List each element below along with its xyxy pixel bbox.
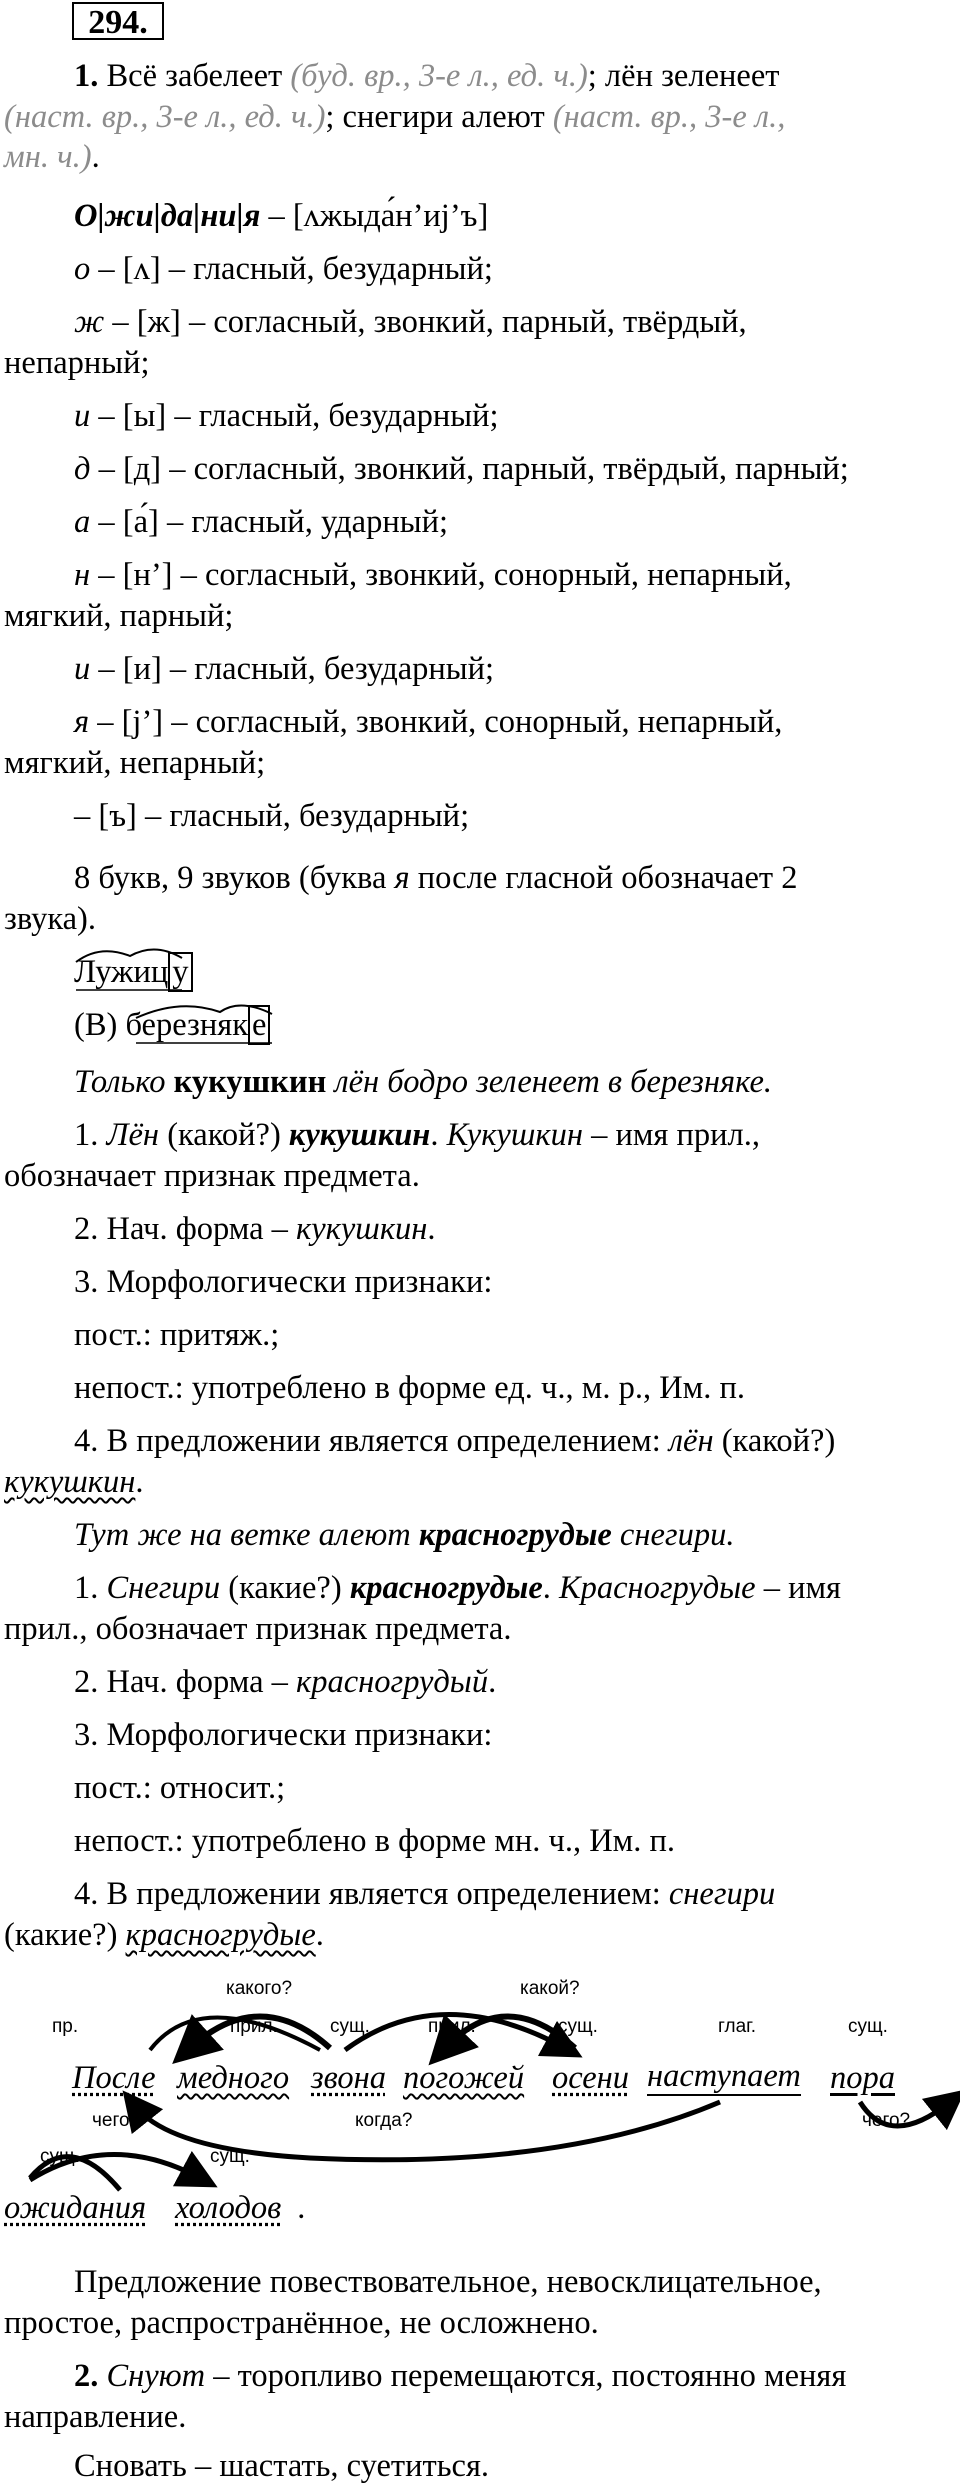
phonetic-description: – [д] – согласный, звонкий, парный, твёрдый, парный;	[90, 451, 849, 487]
phonetic-letter: о	[74, 251, 91, 287]
s2-i4-d: красногрудые	[125, 1917, 316, 1953]
question-4: когда?	[355, 2110, 413, 2131]
s1-i2-c: .	[427, 1211, 436, 1247]
s2-i4-b: снегири	[668, 1876, 776, 1912]
p1-note-b: (наст. вр., 3-е л., ед. ч.)	[4, 99, 326, 135]
s1-i4-a: 4. В предложении является определением:	[74, 1423, 669, 1459]
parse-word-2: медного	[177, 2060, 290, 2096]
pos-label-4: прил.	[428, 2016, 476, 2037]
s2-i1-d: .	[542, 1570, 559, 1606]
morph-word-1-ending: у	[168, 952, 192, 992]
s2-i4-c: (какие?)	[4, 1917, 126, 1953]
s2-i1-f: – имя	[755, 1570, 842, 1606]
task-number: 294.	[72, 2, 164, 40]
p2-word: Снуют	[106, 2358, 206, 2394]
s2-item-1-cont: прил., обозначает признак предмета.	[4, 1611, 512, 1647]
s2-i1-num: 1.	[74, 1570, 107, 1606]
phonetic-description: – [ы] – гласный, безударный;	[90, 398, 499, 434]
question-1: какого?	[226, 1978, 293, 1999]
s1-item-3-post: пост.: притяж.;	[74, 1317, 280, 1353]
summary-part-2: после гласной обозначает 2	[409, 860, 798, 896]
pos-label-2: прил.	[230, 2016, 278, 2037]
p2-synonyms: Сновать – шастать, суетиться.	[74, 2448, 490, 2484]
phonetic-description: – [ж] – согласный, звонкий, парный, твёрдый,	[104, 304, 747, 340]
pos-label-3: сущ.	[330, 2016, 370, 2037]
arrow-pora-right	[860, 2102, 950, 2126]
phonetic-letter: н	[74, 557, 91, 593]
phonetic-letter: и	[74, 398, 91, 434]
phonetic-description: – [а́] – гласный, ударный;	[90, 504, 449, 540]
s1-i4-e: .	[135, 1464, 144, 1500]
s2-i1-c: красногрудые	[349, 1570, 543, 1606]
morph-word-2-prep: (В)	[74, 1007, 126, 1043]
parse-word-4: погожей	[403, 2060, 525, 2096]
s1-i2-a: 2. Нач. форма –	[74, 1211, 297, 1247]
question-2: какой?	[520, 1978, 580, 1999]
parse-word-7: пора	[830, 2060, 895, 2096]
s2-i2-a: 2. Нач. форма –	[74, 1664, 297, 1700]
s2-c: снегири.	[611, 1517, 735, 1553]
s1-i1-a: Лён	[106, 1117, 160, 1153]
s1-item-3: 3. Морфологически признаки:	[74, 1264, 493, 1300]
parse-word-5: осени	[552, 2060, 630, 2096]
p1-note-c-1: (наст. вр., 3-е л.,	[552, 99, 786, 135]
phonetic-letter: я	[74, 704, 90, 740]
s2-i2-c: .	[488, 1664, 497, 1700]
pos-label-1: пр.	[52, 2016, 79, 2037]
phonetic-letter: ж	[74, 304, 105, 340]
pos-label-9: сущ.	[210, 2146, 250, 2167]
p2-number: 2.	[74, 2358, 107, 2394]
arrow-nastupaet-posle	[135, 2102, 720, 2160]
question-5: чего?	[862, 2110, 911, 2131]
s1-i1-e: Кукушкин	[446, 1117, 583, 1153]
s1-item-3-nepost: непост.: употреблено в форме ед. ч., м. р., Им. п.	[74, 1370, 746, 1406]
phonetic-description: – [н’] – согласный, звонкий, сонорный, непарный,	[90, 557, 792, 593]
s2-b: красногрудые	[418, 1517, 612, 1553]
pos-label-5: сущ.	[558, 2016, 598, 2037]
phonetic-summary-cont: звука).	[4, 901, 96, 937]
s1-i1-f: – имя прил.,	[582, 1117, 761, 1153]
pos-label-8: сущ.	[40, 2146, 80, 2167]
p1-period: .	[91, 139, 100, 175]
s2-i1-e: Красногрудые	[559, 1570, 756, 1606]
s1-i4-b: лён	[668, 1423, 714, 1459]
p1-number: 1.	[74, 58, 99, 94]
phonetic-description: – [j’] – согласный, звонкий, сонорный, непарный,	[89, 704, 783, 740]
s1-i1-c: кукушкин	[288, 1117, 431, 1153]
phonetic-word: О|жи|да|ни|я	[74, 198, 261, 234]
summary-letter: я	[394, 860, 410, 896]
morph-word-2-root: березняк	[125, 1007, 249, 1043]
parse-word-8: ожидания	[4, 2190, 147, 2226]
parse-word-9: холодов	[175, 2190, 282, 2226]
s1-i4-d: кукушкин	[4, 1464, 136, 1500]
conclusion-line-1: Предложение повествовательное, невосклицательное,	[74, 2264, 822, 2300]
p2-line-2: направление.	[4, 2399, 187, 2435]
s1-b: кукушкин	[173, 1064, 327, 1100]
s2-item-3: 3. Морфологически признаки:	[74, 1717, 493, 1753]
s2-i4-e: .	[315, 1917, 324, 1953]
s2-i1-a: Снегири	[106, 1570, 221, 1606]
s1-c: лён бодро зеленеет в березняке.	[326, 1064, 773, 1100]
s1-a: Только	[74, 1064, 174, 1100]
parse-word-6: наступает	[647, 2058, 801, 2094]
phonetic-letter: а	[74, 504, 91, 540]
s1-i1-b: (какой?)	[159, 1117, 289, 1153]
morph-word-2-ending: е	[248, 1005, 270, 1045]
p1-phrase-a: Всё забелеет	[106, 58, 283, 94]
parse-period: .	[298, 2190, 307, 2226]
parse-word-1: После	[72, 2060, 156, 2096]
phonetic-row-cont: мягкий, парный;	[4, 598, 234, 634]
s1-i4-c: (какой?)	[713, 1423, 836, 1459]
parse-word-3: звона	[311, 2060, 386, 2096]
morph-word-1-root: Лужиц	[74, 954, 169, 990]
p1-note-a: (буд. вр., 3-е л., ед. ч.)	[290, 58, 588, 94]
phonetic-description: – [ъ] – гласный, безударный;	[74, 798, 470, 834]
s2-item-3-nepost: непост.: употреблено в форме мн. ч., Им. п.	[74, 1823, 675, 1859]
phonetic-row-cont: мягкий, непарный;	[4, 745, 266, 781]
s2-i4-a: 4. В предложении является определением:	[74, 1876, 669, 1912]
summary-part-1: 8 букв, 9 звуков (буква	[74, 860, 395, 896]
s2-i1-b: (какие?)	[220, 1570, 350, 1606]
phonetic-row-cont: непарный;	[4, 345, 150, 381]
s2-item-3-post: пост.: относит.;	[74, 1770, 286, 1806]
s1-i2-b: кукушкин	[296, 1211, 428, 1247]
conclusion-line-2: простое, распространённое, не осложнено.	[4, 2305, 599, 2341]
pos-label-6: глаг.	[718, 2016, 757, 2037]
phonetic-description: – [и] – гласный, безударный;	[90, 651, 495, 687]
phonetic-description: – [ʌ] – гласный, безударный;	[90, 251, 493, 287]
s1-i1-d: .	[430, 1117, 447, 1153]
s1-i1-num: 1.	[74, 1117, 107, 1153]
p1-phrase-b: ; лён зеленеет	[587, 58, 780, 94]
pos-label-7: сущ.	[848, 2016, 888, 2037]
p1-note-c-2: мн. ч.)	[4, 139, 92, 175]
phonetic-letter: и	[74, 651, 91, 687]
question-3: чего?	[92, 2110, 141, 2131]
p1-phrase-c: ; снегири алеют	[325, 99, 545, 135]
p2-def: – торопливо перемещаются, постоянно меняя	[205, 2358, 847, 2394]
s1-item-1-cont: обозначает признак предмета.	[4, 1158, 420, 1194]
p2-line-1	[74, 2356, 846, 2397]
s2-a: Тут же на ветке алеют	[74, 1517, 419, 1553]
phonetic-letter: д	[74, 451, 91, 487]
phonetic-transcription: – [ʌжыда́н’иj’ъ]	[260, 198, 489, 234]
s2-i2-b: красногрудый	[296, 1664, 489, 1700]
